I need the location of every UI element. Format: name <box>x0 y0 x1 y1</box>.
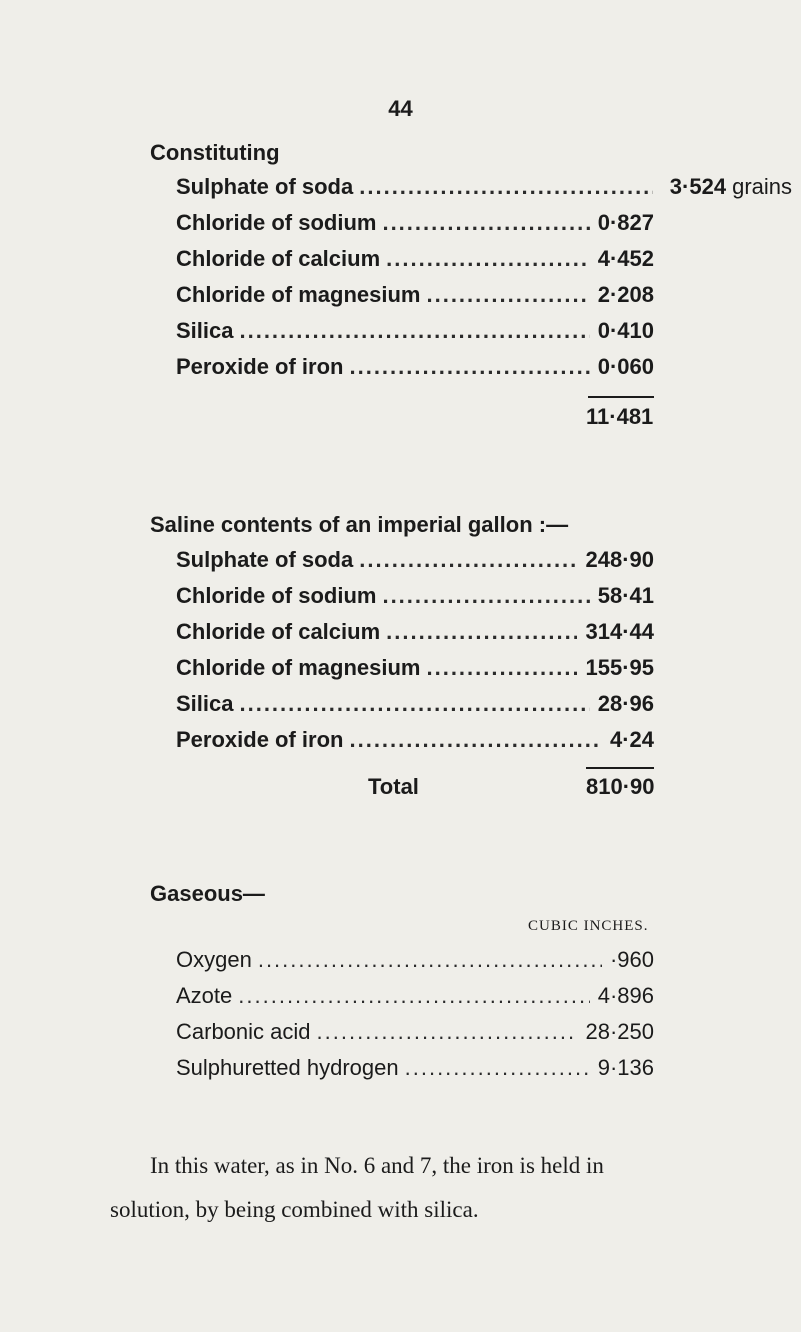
unit-label: grains <box>732 174 792 199</box>
substance-name: Silica <box>176 691 234 716</box>
gaseous-row <box>176 983 654 1009</box>
closing-paragraph <box>110 1144 800 1232</box>
substance-name: Chloride of calcium <box>176 619 381 644</box>
dot-leader <box>239 691 589 717</box>
substance-value: 4·452 <box>597 246 654 271</box>
saline-row <box>176 583 654 609</box>
constituting-row <box>176 354 654 380</box>
substance-value: 314·44 <box>585 619 654 644</box>
saline-row <box>176 727 654 753</box>
dot-leader <box>238 983 589 1009</box>
gas-name: Carbonic acid <box>176 1019 311 1044</box>
gas-name: Azote <box>176 983 233 1008</box>
substance-name: Chloride of calcium <box>176 246 381 271</box>
dot-leader <box>382 583 589 609</box>
saline-total-label: Total <box>368 774 419 799</box>
substance-name: Chloride of sodium <box>176 583 377 608</box>
dot-leader <box>405 1055 590 1081</box>
dot-leader <box>317 1019 578 1045</box>
saline-heading: Saline contents of an imperial gallon :— <box>150 512 569 537</box>
paragraph-line: solution, by being combined with silica. <box>110 1197 479 1222</box>
gaseous-row <box>176 1055 654 1081</box>
dot-leader <box>349 354 589 380</box>
substance-value: 58·41 <box>597 583 654 608</box>
dot-leader <box>426 655 577 681</box>
constituting-row <box>176 282 654 308</box>
saline-row <box>176 547 654 573</box>
gas-value: ·960 <box>609 947 654 972</box>
saline-total-value: 810·90 <box>586 774 655 799</box>
substance-value: 0·827 <box>597 210 654 235</box>
gas-value: 9·136 <box>597 1055 654 1080</box>
dot-leader <box>386 619 577 645</box>
gaseous-row <box>176 947 654 973</box>
dot-leader <box>426 282 589 308</box>
substance-value: 28·96 <box>597 691 654 716</box>
substance-name: Peroxide of iron <box>176 354 344 379</box>
substance-name: Chloride of magnesium <box>176 282 421 307</box>
substance-value: 2·208 <box>597 282 654 307</box>
substance-name: Sulphate of soda <box>176 547 354 572</box>
dot-leader <box>239 318 589 344</box>
gas-name: Sulphuretted hydrogen <box>176 1055 399 1080</box>
substance-name: Sulphate of soda <box>176 174 354 199</box>
substance-name: Silica <box>176 318 234 343</box>
saline-row <box>176 655 654 681</box>
gaseous-heading: Gaseous— <box>150 881 265 906</box>
substance-value: 248·90 <box>585 547 654 572</box>
column-header: CUBIC INCHES. <box>528 918 649 934</box>
substance-name: Chloride of sodium <box>176 210 377 235</box>
dot-leader <box>382 210 589 236</box>
constituting-row <box>176 318 654 344</box>
constituting-row <box>176 246 654 272</box>
constituting-row <box>176 174 792 200</box>
sum-rule <box>586 767 654 769</box>
gas-name: Oxygen <box>176 947 252 972</box>
constituting-row <box>176 210 654 236</box>
dot-leader <box>359 547 577 573</box>
paragraph-line: In this water, as in No. 6 and 7, the iron is held in <box>150 1153 604 1178</box>
page-number: 44 <box>388 96 413 121</box>
dot-leader <box>359 174 653 200</box>
saline-row <box>176 619 654 645</box>
sum-rule <box>588 396 654 398</box>
substance-name: Peroxide of iron <box>176 727 344 752</box>
substance-name: Chloride of magnesium <box>176 655 421 680</box>
dot-leader <box>386 246 590 272</box>
gas-value: 4·896 <box>597 983 654 1008</box>
substance-value: 0·410 <box>597 318 654 343</box>
substance-value: 155·95 <box>585 655 654 680</box>
saline-row <box>176 691 654 717</box>
dot-leader <box>349 727 601 753</box>
gaseous-row <box>176 1019 654 1045</box>
substance-value: 0·060 <box>597 354 654 379</box>
constituting-total: 11·481 <box>586 404 654 429</box>
constituting-heading: Constituting <box>150 140 280 165</box>
substance-value: 3·524 <box>669 174 727 199</box>
substance-value: 4·24 <box>609 727 654 752</box>
dot-leader <box>258 947 602 973</box>
gas-value: 28·250 <box>585 1019 654 1044</box>
